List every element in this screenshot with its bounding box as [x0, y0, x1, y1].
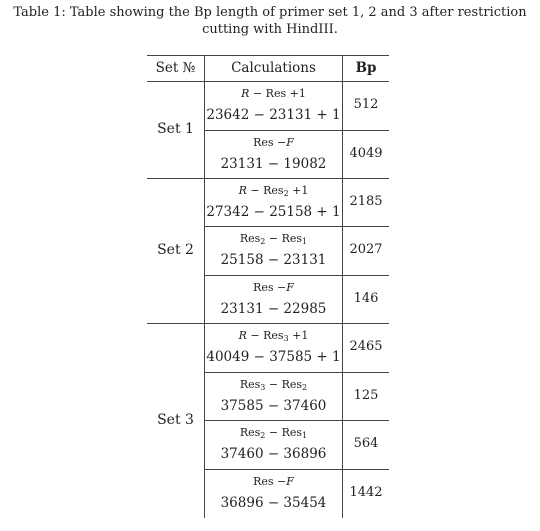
- group-label-set-3: Set 3: [157, 412, 194, 428]
- group-rule: [147, 178, 389, 179]
- bp-value: 512: [353, 97, 379, 112]
- calc-formula: Res$_2$ − Res$_1$: [239, 426, 308, 440]
- calc-formula: R − Res +1: [241, 87, 306, 100]
- calc-formula: Res −F: [253, 281, 294, 294]
- bp-value: 4049: [349, 146, 383, 161]
- row-rule: [204, 226, 389, 227]
- bp-value: 1442: [349, 485, 383, 500]
- header-calculations: Calculations: [231, 60, 316, 76]
- row-rule: [204, 275, 389, 276]
- calc-formula: Res$_2$ − Res$_1$: [239, 232, 308, 246]
- calc-numeric: 27342 − 25158 + 1: [206, 204, 341, 220]
- calc-formula: Res$_3$ − Res$_2$: [239, 378, 308, 392]
- calc-numeric: 40049 − 37585 + 1: [206, 349, 341, 365]
- row-rule: [204, 130, 389, 131]
- caption-line-2: cutting with HindIII.: [202, 22, 338, 37]
- calc-formula: Res −F: [253, 136, 294, 149]
- caption-line-1: Table 1: Table showing the Bp length of primer set 1, 2 and 3 after restriction: [13, 5, 527, 20]
- calc-formula: R − Res$_3$ +1: [238, 329, 309, 343]
- bp-value: 146: [353, 291, 379, 306]
- header-rule: [147, 81, 389, 82]
- bp-value: 2027: [349, 242, 383, 257]
- calc-formula: R − Res$_2$ +1: [238, 184, 309, 198]
- bp-value: 2185: [349, 194, 383, 209]
- bp-value: 125: [353, 388, 379, 403]
- header-bp: Bp: [355, 60, 377, 76]
- calc-numeric: 37460 − 36896: [220, 446, 327, 462]
- bp-value: 564: [353, 436, 379, 451]
- row-rule: [204, 420, 389, 421]
- calc-numeric: 23131 − 22985: [220, 301, 327, 317]
- calc-numeric: 25158 − 23131: [220, 252, 327, 268]
- group-rule: [147, 323, 389, 324]
- top-rule: [147, 55, 389, 56]
- calc-numeric: 23642 − 23131 + 1: [206, 107, 341, 123]
- row-rule: [204, 469, 389, 470]
- calc-numeric: 36896 − 35454: [220, 495, 327, 511]
- group-label-set-1: Set 1: [157, 121, 194, 137]
- group-label-set-2: Set 2: [157, 242, 194, 258]
- header-set: Set №: [155, 60, 196, 76]
- calc-numeric: 23131 − 19082: [220, 156, 327, 172]
- row-rule: [204, 372, 389, 373]
- calc-formula: Res −F: [253, 475, 294, 488]
- calc-numeric: 37585 − 37460: [220, 398, 327, 414]
- bp-value: 2465: [349, 339, 383, 354]
